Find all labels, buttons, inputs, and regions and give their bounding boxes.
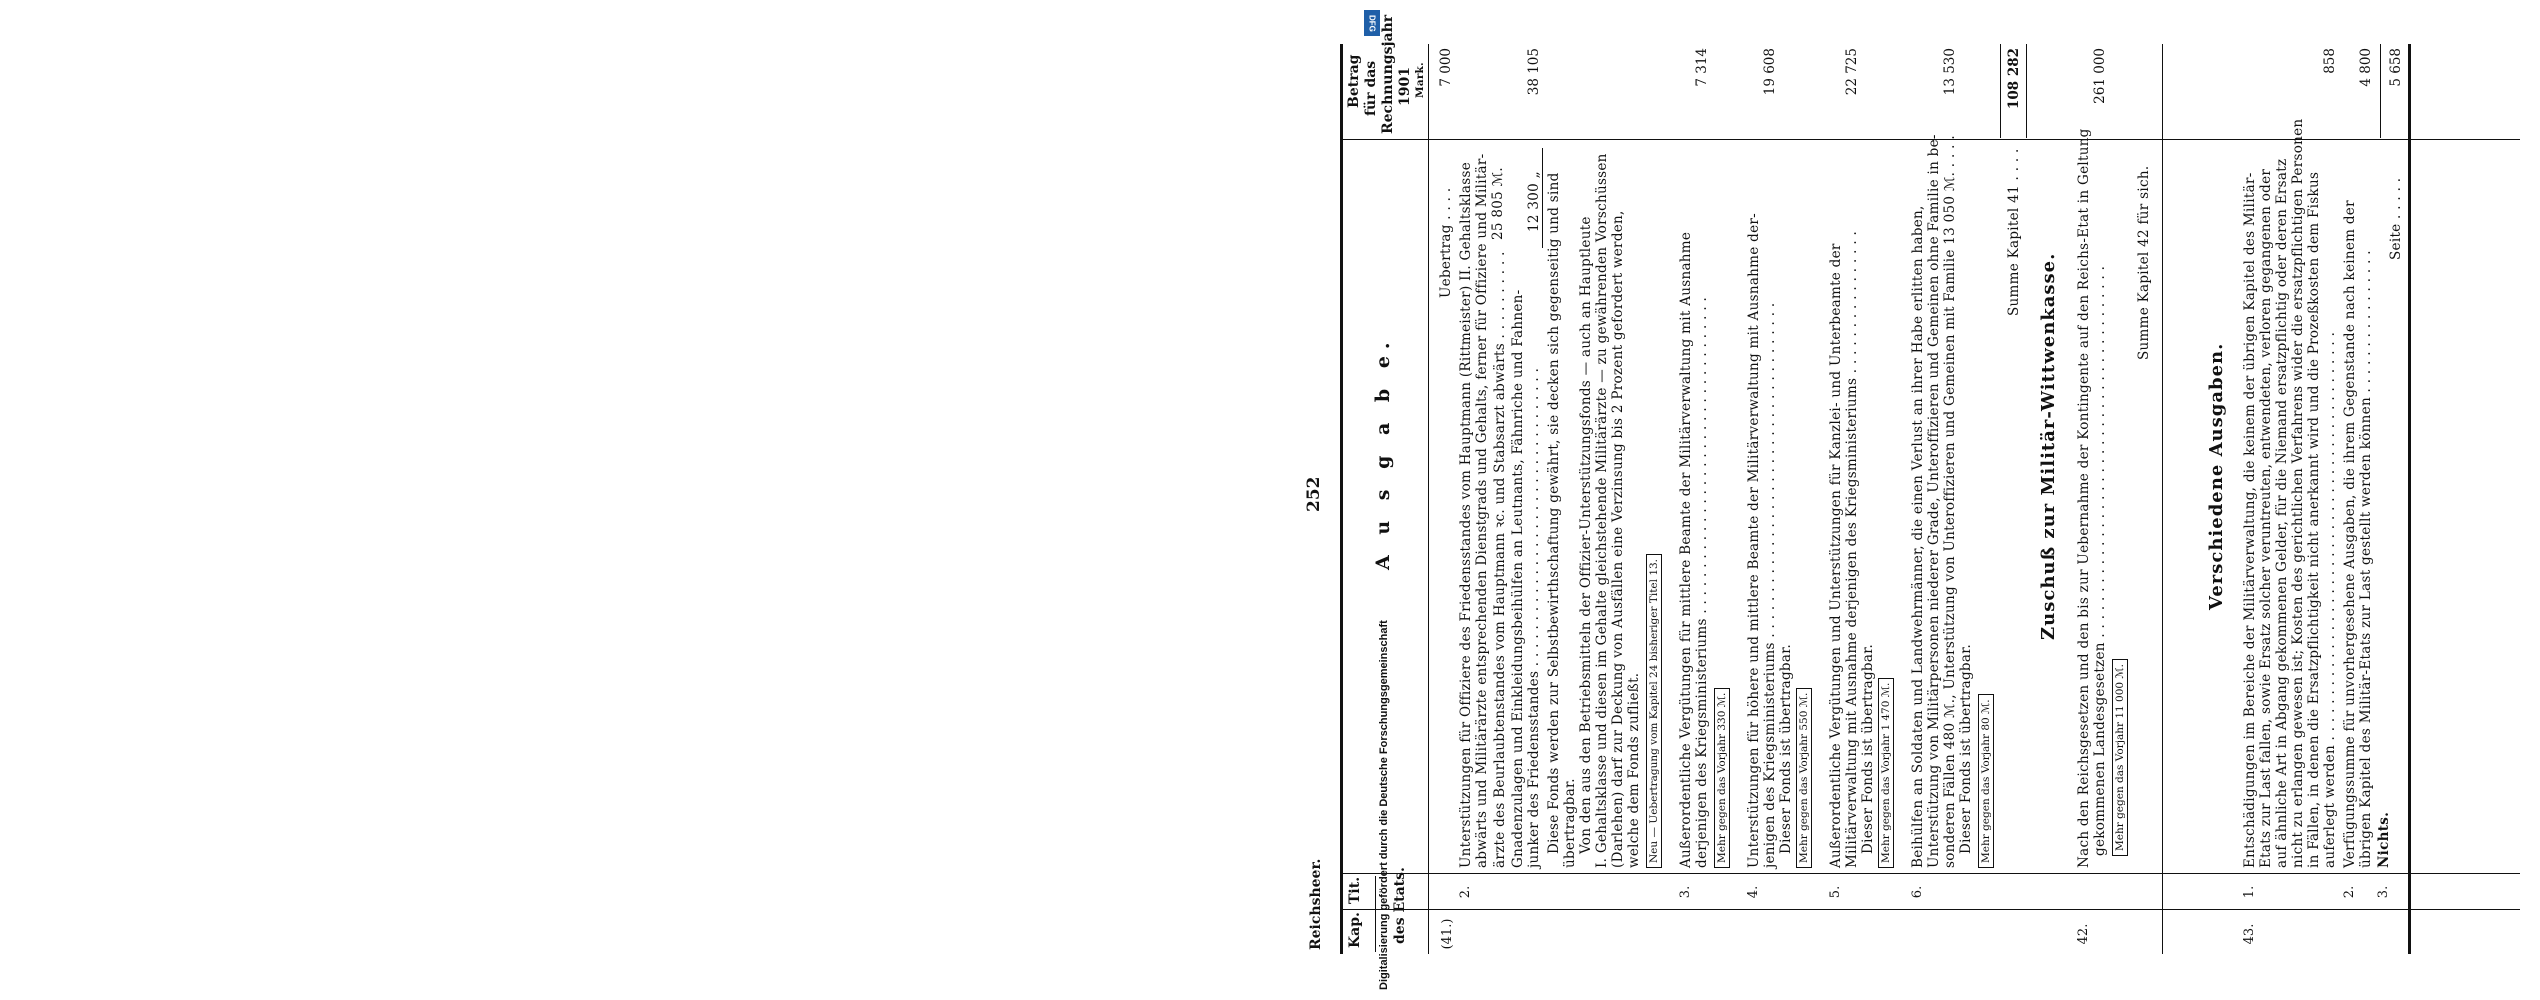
kap-43-tit-2-number: 2. bbox=[2342, 885, 2357, 899]
note-box-tit-6: Mehr gegen das Vorjahr 80 ℳ. bbox=[1978, 694, 1994, 868]
header-betrag: Betrag bbox=[1346, 54, 1362, 108]
kap-42-value: 261 000 bbox=[2092, 48, 2108, 104]
kap-41-number: (41.) bbox=[1440, 918, 1455, 950]
dfg-logo: DFG bbox=[1364, 10, 1380, 36]
tit-5-number: 5. bbox=[1828, 885, 1843, 899]
tit-3-number: 3. bbox=[1678, 885, 1693, 899]
tit-column-rule bbox=[1340, 873, 2520, 874]
table-top-rule bbox=[1340, 44, 1343, 954]
note-box-tit-5: Mehr gegen das Vorjahr 1 470 ℳ. bbox=[1878, 678, 1894, 868]
kap-43-tit-3-number: 3. bbox=[2376, 885, 2391, 899]
document-page: Reichsheer. 252 Kap. Tit. des Etats. A u s g a b e. Betrag für das Rechnungsjahr 1901 Mark. (41.) Uebertrag . . . . 7 000 2. Unterstützungen für Offiziere des Friedensstandes vom Hauptmann (Rittmeister) II. Gehaltsklasse abwärts und Militärärzte entsprechenden Dienstgrads und Gehalts, ferner für Offiziere und Militär- ärzte des Beurlaubtenstandes vom Hauptmann ꝛc. und Stabsarzt abwärts . . . . . . . . . . 25 805 ℳ. Gnadenzulagen und Einkleidungsbeihülfen an Leutnants, Fähnriche und Fahnen- junker des Friedensstandes . . . . . . . . . . . . . . . . . . . . . . . . . . . . . . . . . 12 300 „ 38 105 Diese Fonds werden zur Selbstbewirthschaftung gewährt, sie decken sich gegenseitig und sind übertragbar. Von den aus den Betriebsmitteln der Offizier-Unterstützungsfonds — auch an Hauptleute I. Gehaltsklasse und diesen im Gehalte gleichstehende Militärärzte — zu gewährenden Vorschüssen (Darlehen) darf zur Deckung von Ausfällen eine Verzinsung bis 2 Prozent gefordert werden, welche dem Fonds zufließt. Neu — Uebertragung vom Kapitel 24 bisheriger Titel 13. 3. Außerordentliche Vergütungen für mittlere Beamte der Militärverwaltung mit Ausnahme derjenigen des Kriegsministeriums . . . . . . . . . . . . . . . . . . . . . . . . . . . . . . . . . . . 7 314 Mehr gegen das Vorjahr 330 ℳ. 4. Unterstützungen für höhere und mittlere Beamte der Militärverwaltung mit Ausnahme der- jenigen des Kriegsministeriums . . . . . . . . . . . . . . . . . . . . . . . . . . . . . . . . . . . . . 19 608 Dieser Fonds ist übertragbar. Mehr gegen das Vorjahr 550 ℳ. 5. Außerordentliche Vergütungen und Unterstützungen für Kanzlei- und Unterbeamte der Militärverwaltung mit Ausnahme derjenigen des Kriegsministeriums . . . . . . . . . . . . . . . . 22 725 Dieser Fonds ist übertragbar. Mehr gegen das Vorjahr 1 470 ℳ. 6. Beihülfen an Soldaten und Landwehrmänner, die einen Verlust an ihrer Habe erlitten haben, Unterstützung von Militärpersonen niederer Grade, Unteroffizieren und Gemeinen ohne Familie in be- sonderen Fällen 480 ℳ., Unterstützung von Unteroffizieren und Gemeinen mit Familie 13 050 ℳ. . . . . 13 530 Dieser Fonds ist übertragbar. Mehr gegen das Vorjahr 80 ℳ. Summe Kapitel 41 . . . . 108 282 42. Zuschuß zur Militär-Wittwenkasse. Nach den Reichsgesetzen und den bis zur Uebernahme der Kontingente auf den Reichs-Etat in Geltung gekommenen Landesgesetzen . . . . . . . . . . . . . . . . . . . . . . . . . . . . . . . . . . . . . . . . . 261 000 Mehr gegen das Vorjahr 11 000 ℳ. Summe Kapitel 42 für sich. 43. Verschiedene Ausgaben. 1. Entschädigungen im Bereiche der Militärverwaltung, die keinem der übrigen Kapitel des Militär- Etats zur Last fallen, sowie Ersatz solcher veruntreuten, entwendeten, verloren gegangenen oder auf ähnliche Art in Abgang gekommenen Gelder, für die Niemand ersatzpflichtig oder deren Ersatz nicht zu erlangen gewesen ist; Kosten des gerichtlichen Verfahrens wider die ersatzpflichtigen Personen in Fällen, in denen die Ersatzpflichtigkeit nicht anerkannt wird und die Prozeßkosten dem Fiskus auferlegt werden . . . . . . . . . . . . . . . . . . . . . . . . . . . . . . . . . . . . . . . . . . . . . 858 2. Verfügungssumme für unvorhergesehene Ausgaben, die ihrem Gegenstande nach keinem der übrigen Kapitel des Militär-Etats zur Last gestellt werden können . . . . . . . . . . . . . . . . 4 800 3. Nichts. Seite . . . . . 5 658 bbox=[1300, 20, 2540, 960]
kap-43-tit-1-value: 858 bbox=[2322, 48, 2338, 74]
sum-kap-41-value: 108 282 bbox=[2006, 48, 2022, 110]
kap-43-tit-1-number: 1. bbox=[2242, 885, 2257, 899]
tit-4-number: 4. bbox=[1746, 885, 1761, 899]
note-box-tit-2: Neu — Uebertragung vom Kapitel 24 bisheriger Titel 13. bbox=[1646, 554, 1662, 868]
tit-2-number: 2. bbox=[1458, 885, 1473, 899]
digitization-notice: Digitalisierung gefördert durch die Deutsche Forschungsgemeinschaft bbox=[1378, 620, 1390, 990]
tit-6-number: 6. bbox=[1910, 885, 1925, 899]
note-box-tit-3: Mehr gegen das Vorjahr 330 ℳ. bbox=[1714, 688, 1730, 868]
kap-43-number: 43. bbox=[2242, 923, 2257, 945]
carry-label: Uebertrag . . . . bbox=[1438, 187, 1454, 298]
note-box-kap-42: Mehr gegen das Vorjahr 11 000 ℳ. bbox=[2112, 659, 2128, 856]
tit-3-value: 7 314 bbox=[1694, 48, 1710, 87]
seite-label: Seite . . . . . bbox=[2388, 177, 2404, 260]
kap-column-rule bbox=[1340, 909, 2520, 910]
table-bottom-rule bbox=[2408, 44, 2411, 954]
page-number: 252 bbox=[1304, 476, 1324, 512]
kap-42-number: 42. bbox=[2076, 923, 2091, 945]
note-box-tit-4: Mehr gegen das Vorjahr 550 ℳ. bbox=[1796, 688, 1812, 868]
running-head: Reichsheer. bbox=[1308, 858, 1324, 950]
sum-kap-42-label: Summe Kapitel 42 für sich. bbox=[2136, 165, 2152, 360]
header-mark: Mark. bbox=[1414, 62, 1426, 98]
tit-6-value: 13 530 bbox=[1942, 48, 1958, 96]
kap-43-tit-2-value: 4 800 bbox=[2358, 48, 2374, 87]
kap-42-bottom-rule bbox=[2162, 44, 2163, 954]
header-kap: Kap. bbox=[1347, 912, 1363, 948]
header-tit: Tit. bbox=[1347, 876, 1363, 904]
header-bottom-rule bbox=[1428, 44, 1429, 954]
tit-4-value: 19 608 bbox=[1762, 48, 1778, 96]
kap-42-heading: Zuschuß zur Militär-Wittwenkasse. bbox=[2038, 252, 2059, 640]
tit-2-value: 38 105 bbox=[1526, 48, 1542, 96]
header-des-etats: des Etats. bbox=[1392, 867, 1408, 944]
carry-value: 7 000 bbox=[1438, 48, 1454, 87]
tit-5-value: 22 725 bbox=[1844, 48, 1860, 96]
kap-tit-divider bbox=[1375, 876, 1376, 952]
sum-kap-41-label: Summe Kapitel 41 . . . . bbox=[2006, 148, 2022, 316]
column-title: A u s g a b e. bbox=[1372, 335, 1394, 570]
kap-43-heading: Verschiedene Ausgaben. bbox=[2206, 342, 2227, 610]
seite-value: 5 658 bbox=[2388, 48, 2404, 87]
